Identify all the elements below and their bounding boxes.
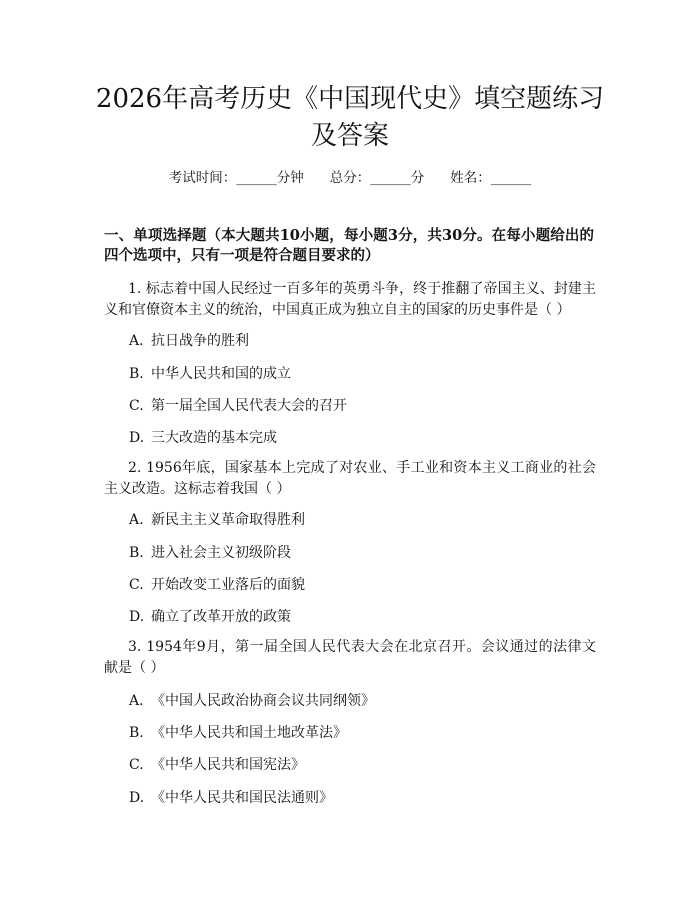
question-2-option-d <box>129 607 589 627</box>
option-text: 《中华人民共和国民法通则》 <box>151 790 333 806</box>
question-3-option-a <box>129 691 589 711</box>
option-letter: C. <box>129 398 144 414</box>
option-text: 抗日战争的胜利 <box>151 333 249 349</box>
option-letter: A. <box>129 512 144 528</box>
option-letter: B. <box>129 545 144 561</box>
option-text: 进入社会主义初级阶段 <box>151 545 291 561</box>
question-3-option-c <box>129 755 589 775</box>
option-text: 开始改变工业落后的面貌 <box>151 577 305 593</box>
option-text: 确立了改革开放的政策 <box>151 609 291 625</box>
question-1-stem: 1. 标志着中国人民经过一百多年的英勇斗争，终于推翻了帝国主义、封建主义和官僚资本主义的统治，中国真正成为独立自主的国家的历史事件是（ ） <box>104 281 596 318</box>
question-2-option-c <box>129 575 589 595</box>
option-letter: B. <box>129 725 144 741</box>
question-1-option-b <box>129 364 589 384</box>
question-1-option-c <box>129 396 589 416</box>
option-text: 《中国人民政治协商会议共同纲领》 <box>151 693 375 709</box>
option-letter: D. <box>129 430 145 446</box>
option-text: 第一届全国人民代表大会的召开 <box>151 398 347 414</box>
question-3-option-b <box>129 723 589 743</box>
option-text: 新民主主义革命取得胜利 <box>151 512 305 528</box>
option-letter: C. <box>129 577 144 593</box>
option-text: 三大改造的基本完成 <box>151 430 277 446</box>
option-letter: A. <box>129 693 144 709</box>
option-letter: A. <box>129 333 144 349</box>
student-name-field: 姓名：______ <box>450 170 532 186</box>
question-1-option-d <box>129 428 589 448</box>
question-1-option-a <box>129 331 589 351</box>
question-2-stem: 2. 1956年底，国家基本上完成了对农业、手工业和资本主义工商业的社会主义改造。这标志着我国（ ） <box>104 460 596 497</box>
question-3-option-d <box>129 788 589 808</box>
exam-time-field: 考试时间：______分钟 <box>168 170 304 186</box>
option-text: 中华人民共和国的成立 <box>151 366 291 382</box>
document-title: 2026年高考历史《中国现代史》填空题练习及答案 <box>95 84 605 151</box>
question-2-option-a <box>129 510 589 530</box>
option-text: 《中华人民共和国土地改革法》 <box>151 725 347 741</box>
exam-info-line <box>0 168 700 188</box>
option-letter: D. <box>129 790 145 806</box>
question-3-stem: 3. 1954年9月，第一届全国人民代表大会在北京召开。会议通过的法律文献是（ ） <box>104 639 596 676</box>
question-2-option-b <box>129 543 589 563</box>
option-letter: D. <box>129 609 145 625</box>
total-score-field: 总分：______分 <box>329 170 425 186</box>
section-heading: 一、单项选择题（本大题共10小题，每小题3分，共30分。在每小题给出的四个选项中，只有一项是符合题目要求的） <box>104 227 594 264</box>
option-letter: C. <box>129 757 144 773</box>
option-text: 《中华人民共和国宪法》 <box>151 757 305 773</box>
option-letter: B. <box>129 366 144 382</box>
